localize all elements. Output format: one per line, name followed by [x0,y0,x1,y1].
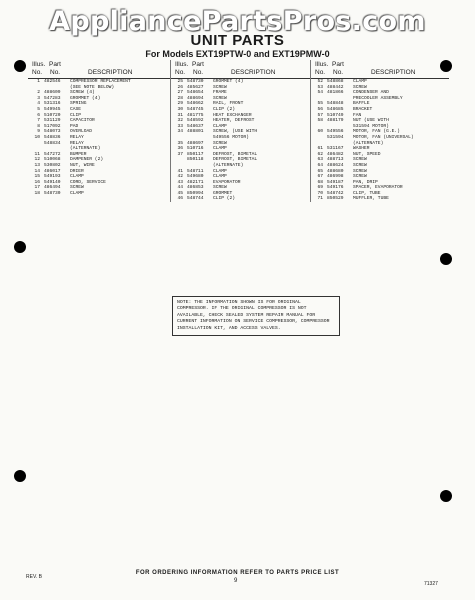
part-description: SPRING [70,101,87,107]
illus-number: 7 [37,118,40,124]
compressor-note-box: NOTE: THE INFORMATION SHOWN IS FOR ORIGINAL COMPRESSOR. IF THE ORIGINAL COMPRESSOR IS NOT AVAILABLE, CHECK SEALED SYSTEM REPAIR MANUAL FOR CURRENT INFORMATION ON SERVICE COMPRESSOR, COMPRESSOR INSTALLATION KIT, AND ACCESS VALVES. [172,296,340,336]
illus-number: 61 [317,146,323,152]
header-part-no: No. [193,69,204,76]
illus-number: 65 [317,168,323,174]
illus-number: 70 [317,190,323,196]
header-part: Part [49,61,61,68]
part-number: 548730 [187,79,204,84]
part-number: 510716 [187,146,204,152]
part-number: 850118 [187,157,204,163]
part-number: 488697 [187,140,204,146]
part-description: SCREW [353,162,367,168]
part-description: COMPRESSOR REPLACEMENT [70,79,131,84]
part-description: (ALTERNATE) [70,146,101,152]
illus-number: 18 [34,190,40,196]
illus-number: 8 [37,123,40,129]
illus-number: 69 [317,185,323,191]
part-number: 549176 [327,185,344,191]
part-description: DAMPENER (2) [70,157,104,163]
header-part-no: No. [50,69,61,76]
part-description: SCREW [213,84,227,90]
binder-hole-mid-right [440,253,452,265]
part-number: 531129 [44,118,61,124]
part-number: 510068 [44,157,61,163]
part-number: 488801 [187,129,204,135]
table-row [28,191,170,197]
illus-number: 12 [34,157,40,163]
part-description: SCREW [353,157,367,163]
header-part: Part [192,61,204,68]
part-description: CAPACITOR [70,118,95,124]
part-description: PAN, DRIP [353,179,378,185]
illus-number: 68 [317,179,323,185]
part-description: CLAMP [353,79,367,84]
header-description: DESCRIPTION [371,69,416,76]
header-illus: Illus. [315,61,329,68]
illus-number: 9 [37,129,40,135]
rows-1 [28,79,170,196]
header-description: DESCRIPTION [88,69,133,76]
watermark-logo: AppliancePartsPros.com [49,6,426,37]
part-number: 548848 [327,101,344,107]
illus-number: 44 [177,185,183,191]
part-description: SCREW [213,140,227,146]
part-description: NUT (USE WITH [353,118,389,124]
part-number: 482171 [187,179,204,185]
illus-number: 35 [177,140,183,146]
part-description: DEFROST, BIMETAL [213,157,258,163]
part-number: 549680 [187,174,204,180]
illus-number: 71 [317,196,323,202]
part-description: BAFFLE [353,101,370,107]
part-number: 510720 [44,112,61,118]
header-part: Part [332,61,344,68]
header-no: No. [32,69,43,76]
part-number: 547272 [44,151,61,157]
part-description: DEFROST, BIMETAL [213,151,258,157]
part-description: HEATER, DEFROST [213,118,255,124]
part-number: 481866 [327,90,344,96]
part-number: 486998 [327,174,344,180]
part-description: CORD, SERVICE [70,179,106,185]
part-description: MOTOR, FAN (UNIVERSAL) [353,134,414,140]
binder-hole-mid-left [14,241,26,253]
part-description: (SEE NOTE BELOW) [70,84,115,90]
part-description: OVERLOAD [70,129,93,135]
part-number: 548834 [44,140,61,146]
illus-number: 52 [317,79,323,84]
part-description: MUFFLER, TUBE [353,196,389,202]
part-number: 548868 [327,79,344,84]
part-description: WASHER [353,146,370,152]
part-description: SCREW, (USE WITH [213,129,258,135]
binder-hole-bottom-right [440,490,452,502]
illus-number: 46 [177,196,183,202]
illus-number: 16 [34,179,40,185]
part-description: CLAMP [213,168,227,174]
part-number: 548742 [327,190,344,196]
illus-number: 55 [317,101,323,107]
part-number: 488713 [327,157,344,163]
part-number: 531167 [327,146,344,152]
part-number: 548711 [187,168,204,174]
column-header [311,60,449,79]
page-title: UNIT PARTS [190,32,285,49]
part-number: 548836 [44,134,61,140]
part-description: 549556 MOTOR) [213,134,249,140]
part-number: 485627 [187,84,204,90]
part-description: SCREW [353,84,367,90]
part-description: CLAMP [70,190,84,196]
part-number: 548744 [187,196,204,202]
part-description: BRACKET [353,106,373,112]
part-description: GROMMET [213,190,233,196]
illus-number: 37 [177,151,183,157]
table-row [311,196,449,202]
binder-hole-top-left [14,60,26,72]
part-number: 517092 [44,123,61,129]
part-description: SCREW [70,185,84,191]
header-illus: Illus. [32,61,46,68]
part-description: CASE [70,106,82,112]
part-description: (ALTERNATE) [353,140,384,146]
illus-number: 36 [177,146,183,152]
revision-label: REV. B [26,574,42,580]
part-number: 488442 [327,84,344,90]
part-number: 548654 [187,90,204,96]
part-description: NUT, WIRE [70,162,95,168]
part-number: 482546 [44,79,61,84]
part-description: SCREW [213,95,227,101]
part-description: RELAY [70,140,84,146]
part-number: 548662 [187,101,204,107]
parts-column-2 [170,60,311,202]
part-description: SCREW (4) [70,90,95,96]
illus-number: 34 [177,129,183,135]
part-number: 531316 [44,101,61,107]
part-description: FRAME [213,90,227,96]
part-description: GROMMET (4) [213,79,244,84]
part-description: RELAY [70,134,84,140]
illus-number: 5 [37,106,40,112]
part-number: 530802 [44,162,61,168]
models-subtitle: For Models EXT19PTW-0 and EXT19PMW-0 [145,49,330,59]
header-no: No. [315,69,326,76]
ordering-footer: FOR ORDERING INFORMATION REFER TO PARTS PRICE LIST [135,570,340,576]
part-description: DRIER [70,168,84,174]
part-number: 548745 [187,106,204,112]
illus-number: 2 [37,90,40,96]
part-number: 549193 [44,174,61,180]
part-description: GROMMET (4) [70,95,101,101]
part-number: 548592 [187,118,204,124]
part-description: RAIL, FRONT [213,101,244,107]
illus-number: 6 [37,112,40,118]
part-description: CLAMP [213,174,227,180]
illus-number: 42 [177,174,183,180]
part-description: PRECOOLER ASSEMBLY [353,95,403,101]
part-description: SPACER, EVAPORATOR [353,185,403,191]
part-description: CLIP (2) [213,196,236,202]
part-number: 548685 [327,106,344,112]
part-number: 488179 [327,118,344,124]
illus-number: 15 [34,174,40,180]
parts-column-3 [310,60,449,202]
illus-number: 11 [34,151,40,157]
binder-hole-bottom-left [14,470,26,482]
part-description: (ALTERNATE) [213,162,244,168]
illus-number: 62 [317,151,323,157]
part-number: 488624 [327,162,344,168]
illus-number: 58 [317,118,323,124]
part-number: 531594 [327,134,344,140]
part-number: 850529 [327,196,344,202]
part-number: 486482 [327,151,344,157]
column-header [171,60,311,79]
part-number: 549945 [44,106,61,112]
part-number: 486853 [187,185,204,191]
part-description: SCREW [353,168,367,174]
document-code: 71327 [424,581,438,587]
part-description: MOTOR, FAN (G.E.) [353,129,400,135]
parts-column-1 [28,60,170,196]
part-description: 531594 MOTOR) [353,123,389,129]
part-number: 486494 [44,185,61,191]
illus-number: 33 [177,123,183,129]
illus-number: 41 [177,168,183,174]
header-description: DESCRIPTION [231,69,276,76]
part-description: FAN [353,112,362,118]
illus-number: 43 [177,179,183,185]
illus-number: 67 [317,174,323,180]
part-number: 481775 [187,112,204,118]
illus-number: 56 [317,106,323,112]
part-description: PAD [70,123,79,129]
illus-number: 4 [37,101,40,107]
illus-number: 60 [317,129,323,135]
illus-number: 14 [34,168,40,174]
column-header [28,60,170,79]
part-description: NUT, SPEED [353,151,381,157]
part-description: CLAMP [70,174,84,180]
part-number: 548637 [187,123,204,129]
part-description: CONDENSER AND [353,90,389,96]
part-number: 488694 [187,95,204,101]
illus-number: 25 [177,79,183,84]
illus-number: 31 [177,112,183,118]
part-number: 549556 [327,129,344,135]
illus-number: 10 [34,134,40,140]
illus-number: 45 [177,190,183,196]
part-description: SCREW [213,185,227,191]
part-number: 486017 [44,168,61,174]
illus-number: 26 [177,84,183,90]
part-description: HEAT EXCHANGER [213,112,252,118]
part-number: 549187 [327,179,344,185]
part-number: 850117 [187,151,204,157]
part-description: CLIP, TUBE [353,190,381,196]
rows-3 [311,79,449,202]
header-illus: Illus. [175,61,189,68]
part-description: SCREW [353,174,367,180]
illus-number: 30 [177,106,183,112]
illus-number: 53 [317,84,323,90]
illus-number: 57 [317,112,323,118]
part-number: 488609 [44,90,61,96]
illus-number: 63 [317,157,323,163]
part-number: 548073 [44,129,61,135]
illus-number: 13 [34,162,40,168]
part-description: CLIP (2) [213,106,236,112]
illus-number: 28 [177,95,183,101]
table-row [171,196,311,202]
illus-number: 27 [177,90,183,96]
header-part-no: No. [333,69,344,76]
part-description: EVAPORATOR [213,179,241,185]
part-number: 547283 [44,95,61,101]
part-description: BUMPER [70,151,87,157]
part-description: CLAMP [213,146,227,152]
illus-number: 64 [317,162,323,168]
part-number: 510749 [327,112,344,118]
part-number: 850994 [187,190,204,196]
illus-number: 3 [37,95,40,101]
header-no: No. [175,69,186,76]
part-number: 488680 [327,168,344,174]
illus-number: 1 [37,79,40,84]
illus-number: 32 [177,118,183,124]
rows-2 [171,79,311,202]
part-description: CLAMP [213,123,227,129]
page-number: 9 [234,578,238,584]
part-number: 549140 [44,179,61,185]
part-number: 548730 [44,190,61,196]
illus-number: 29 [177,101,183,107]
illus-number: 54 [317,90,323,96]
illus-number: 17 [34,185,40,191]
part-description: CLIP [70,112,82,118]
